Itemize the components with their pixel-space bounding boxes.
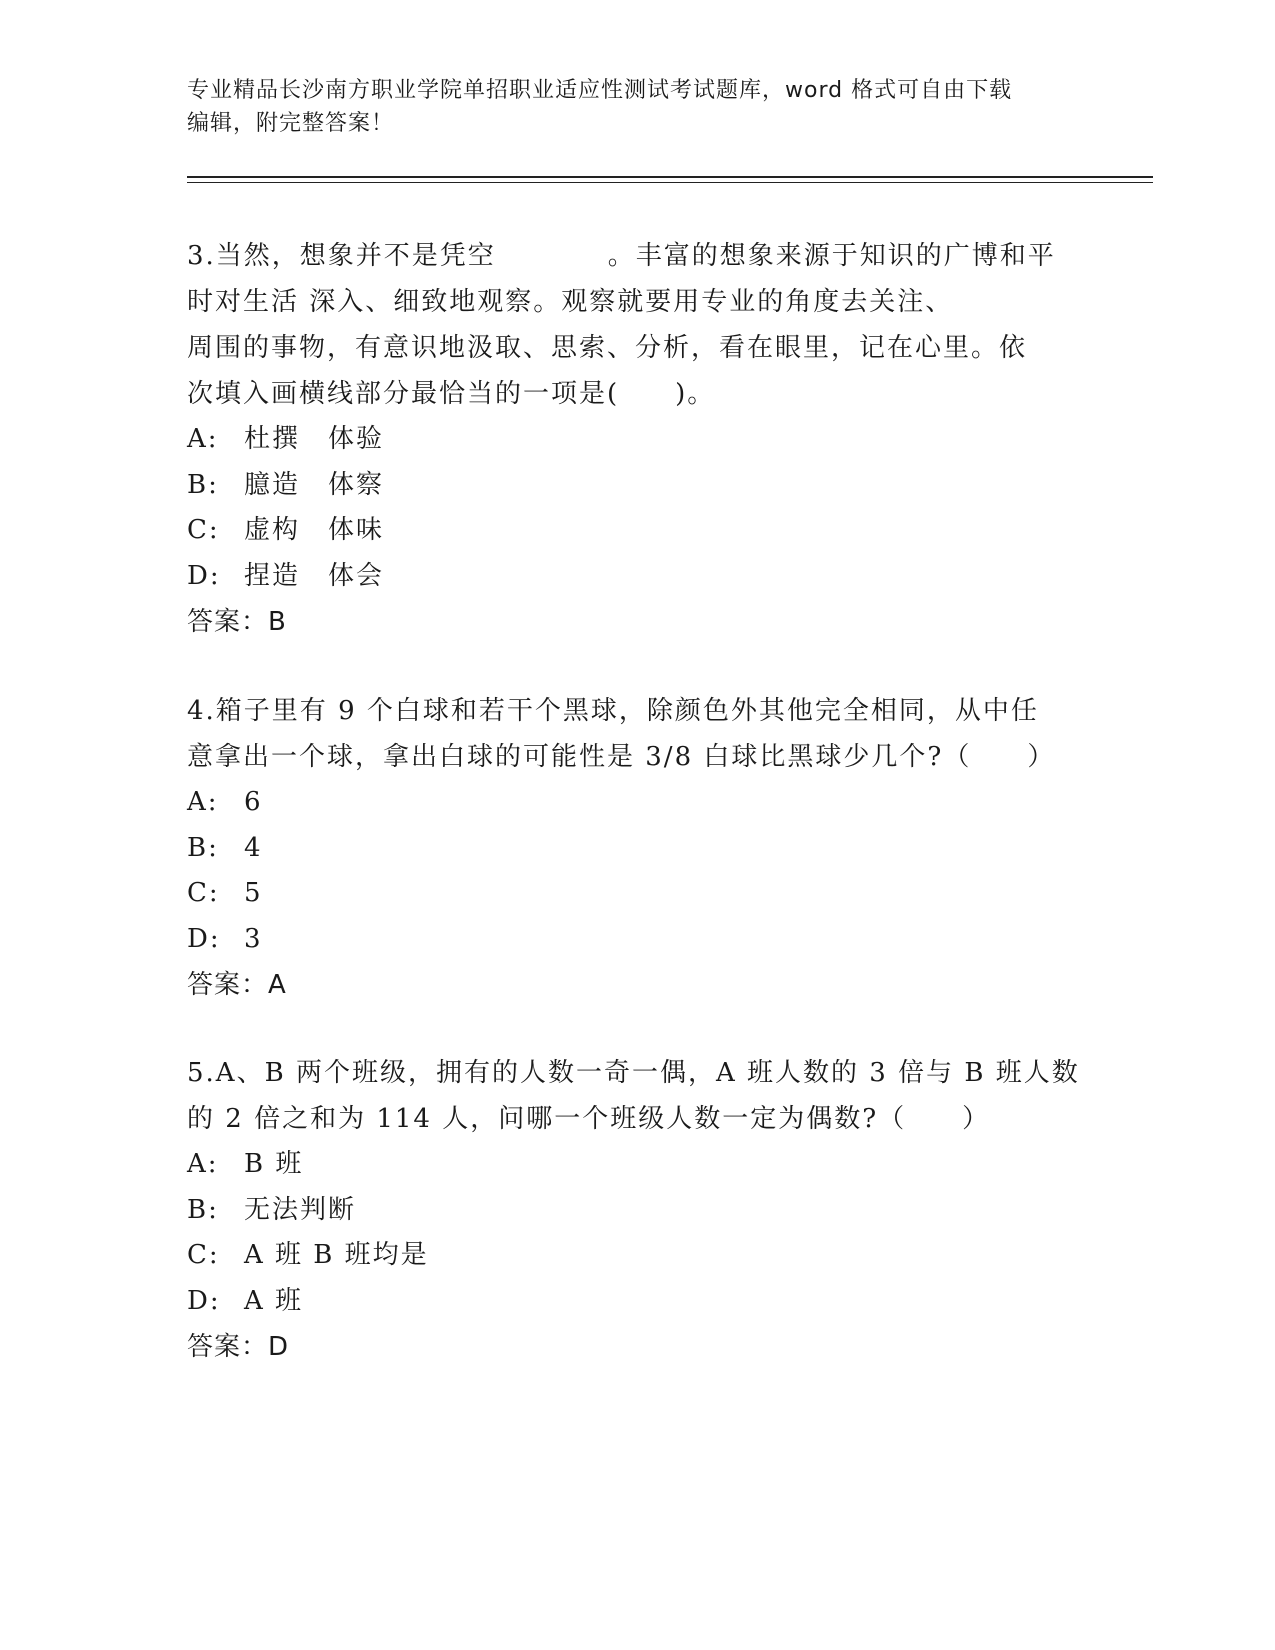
header-divider-thick: [187, 176, 1153, 178]
stem-line: 意拿出一个球，拿出白球的可能性是 3/8 白球比黑球少几个?（ ）: [187, 742, 1056, 772]
option-letter: D:: [187, 923, 221, 954]
option-text: A 班: [244, 1285, 304, 1316]
option-letter: A:: [187, 1149, 219, 1179]
question-stem: [187, 233, 1087, 417]
header-divider-thin: [187, 182, 1153, 183]
question-stem: [187, 688, 1087, 780]
option-d: [187, 554, 1087, 600]
option-c: [187, 871, 1087, 917]
option-letter: B:: [187, 832, 219, 863]
header-line-2: 编辑，附完整答案！: [187, 111, 395, 136]
option-letter: C:: [187, 1240, 220, 1270]
option-text: 6: [244, 787, 263, 817]
stem-line: 周围的事物，有意识地汲取、思索、分析，看在眼里，记在心里。依: [187, 333, 1028, 363]
question-stem: [187, 1050, 1087, 1142]
option-b: [187, 1188, 1087, 1234]
answer-key: 答案：A: [187, 970, 287, 1000]
option-a: [187, 780, 1087, 826]
option-text: 臆造 体察: [244, 469, 385, 500]
option-text: 5: [244, 878, 263, 908]
question-5: [187, 1050, 1087, 1370]
option-b: [187, 463, 1087, 509]
option-letter: C:: [187, 515, 220, 545]
document-header: [187, 74, 1087, 140]
option-text: 4: [244, 832, 263, 863]
stem-line: 5.A、B 两个班级，拥有的人数一奇一偶，A 班人数的 3 倍与 B 班人数: [187, 1058, 1080, 1088]
option-text: 杜撰 体验: [244, 424, 385, 454]
option-letter: D:: [187, 1285, 221, 1316]
question-3: [187, 233, 1087, 645]
option-text: A 班 B 班均是: [244, 1240, 429, 1270]
option-text: 3: [244, 923, 263, 954]
option-c: [187, 508, 1087, 554]
stem-line: 的 2 倍之和为 114 人，问哪一个班级人数一定为偶数?（ ）: [187, 1104, 991, 1134]
answer-key: 答案：D: [187, 1332, 290, 1362]
header-line-1: 专业精品长沙南方职业学院单招职业适应性测试考试题库，word 格式可自由下载: [187, 78, 1013, 103]
option-d: [187, 917, 1087, 963]
option-text: 捏造 体会: [244, 560, 385, 591]
stem-line: 次填入画横线部分最恰当的一项是( )。: [187, 379, 716, 409]
option-letter: A:: [187, 787, 219, 817]
option-letter: A:: [187, 424, 219, 454]
option-letter: D:: [187, 560, 221, 591]
stem-line: 时对生活 深入、细致地观察。观察就要用专业的角度去关注、: [187, 287, 954, 317]
option-text: 虚构 体味: [244, 515, 385, 545]
option-text: B 班: [244, 1149, 304, 1179]
option-letter: B:: [187, 469, 219, 500]
option-letter: C:: [187, 878, 220, 908]
option-d: [187, 1279, 1087, 1325]
option-b: [187, 826, 1087, 872]
stem-line: 3.当然，想象并不是凭空 。丰富的想象来源于知识的广博和平: [187, 241, 1056, 271]
stem-line: 4.箱子里有 9 个白球和若干个黑球，除颜色外其他完全相同，从中任: [187, 696, 1039, 726]
option-c: [187, 1233, 1087, 1279]
option-letter: B:: [187, 1194, 219, 1225]
option-a: [187, 1142, 1087, 1188]
question-4: [187, 688, 1087, 1008]
option-text: 无法判断: [244, 1194, 357, 1225]
option-a: [187, 417, 1087, 463]
answer-key: 答案：B: [187, 607, 287, 637]
